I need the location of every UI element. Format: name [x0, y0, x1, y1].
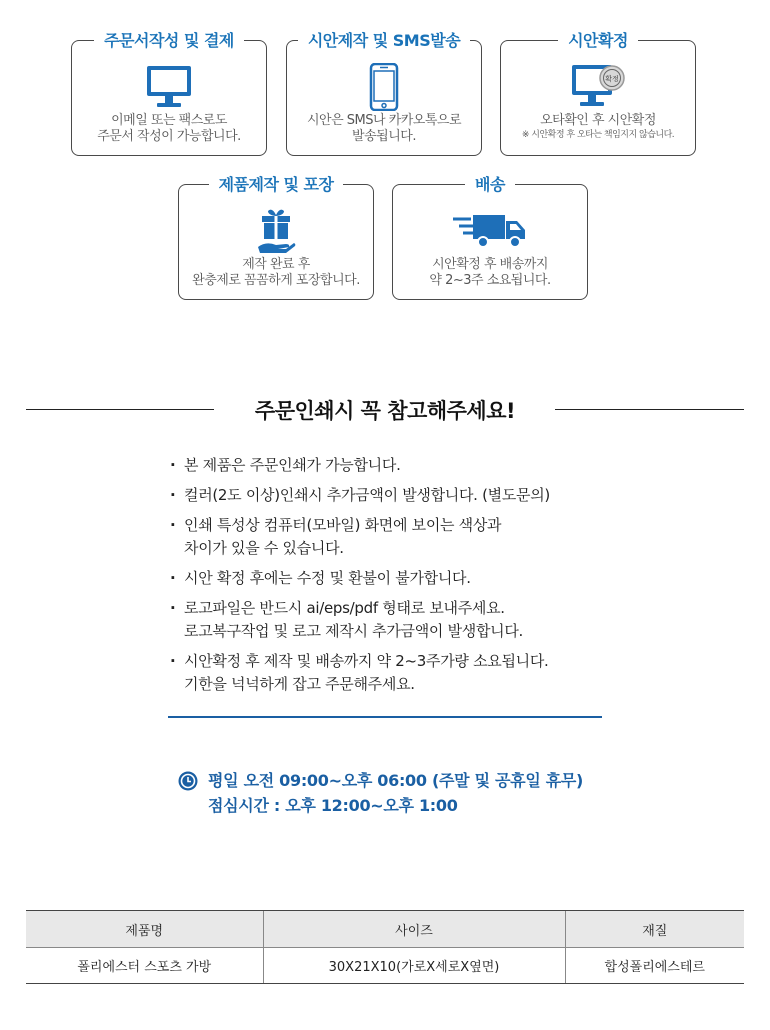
divider-right [555, 409, 744, 410]
step-title: 제품제작 및 포장 [179, 172, 373, 195]
step-card-packing [178, 175, 374, 300]
notice-item: · 로고파일은 반드시 ai/eps/pdf 형태로 보내주세요. 로고복구작업 및 로고 제작시 추가금액이 발생합니다. [168, 597, 638, 643]
notice-item: · 본 제품은 주문인쇄가 가능합니다. [168, 454, 638, 477]
column-header: 재질 [565, 911, 744, 948]
notice-item: · 시안 확정 후에는 수정 및 환불이 불가합니다. [168, 567, 638, 590]
notice-list [168, 454, 638, 703]
step-card-draft [286, 31, 482, 156]
gift-hand-icon [179, 207, 373, 255]
lunch-hours: 점심시간 : 오후 12:00~오후 1:00 [208, 796, 458, 815]
step-card-delivery [392, 175, 588, 300]
step-description: 제작 완료 후 완충제로 꼼꼼하게 포장합니다. [192, 257, 360, 288]
svg-text:확정: 확정 [605, 75, 619, 83]
table-row [26, 948, 744, 984]
monitor-icon [72, 63, 266, 111]
table-header-row [26, 911, 744, 948]
notice-item: · 인쇄 특성상 컴퓨터(모바일) 화면에 보이는 색상과 차이가 있을 수 있습니다. [168, 514, 638, 560]
step-title: 시안확정 [501, 28, 695, 51]
notice-title: 주문인쇄시 꼭 참고해주세요! [254, 399, 516, 423]
delivery-truck-icon [393, 207, 587, 255]
monitor-check-icon [501, 63, 695, 111]
table-cell: 합성폴리에스테르 [565, 948, 744, 984]
step-description: 시안확정 후 배송까지 약 2~3주 소요됩니다. [429, 257, 551, 288]
step-description [505, 113, 691, 142]
column-header: 사이즈 [263, 911, 565, 948]
step-title: 주문서작성 및 결제 [72, 28, 266, 51]
table-cell: 30X21X10(가로X세로X옆면) [263, 948, 565, 984]
weekday-hours: 평일 오전 09:00~오후 06:00 (주말 및 공휴일 휴무) [208, 771, 584, 790]
step-card-confirm [500, 31, 696, 156]
column-header: 제품명 [26, 911, 263, 948]
step-note: ※ 시안확정 후 오타는 책임지지 않습니다. [521, 130, 675, 140]
section-divider [168, 716, 602, 718]
step-description: 시안은 SMS나 카카오톡으로 발송됩니다. [306, 113, 462, 144]
confirm-stamp-icon [600, 66, 624, 90]
step-title: 시안제작 및 SMS발송 [287, 28, 481, 51]
notice-item: · 시안확정 후 제작 및 배송까지 약 2~3주가량 소요됩니다. 기한을 넉넉하게 잡고 주문해주세요. [168, 650, 638, 696]
step-card-order [71, 31, 267, 156]
step-description: 이메일 또는 팩스로도 주문서 작성이 가능합니다. [97, 113, 241, 144]
clock-icon [178, 771, 198, 791]
step-description-text: 오타확인 후 시안확정 [540, 113, 656, 128]
step-title: 배송 [393, 172, 587, 195]
notice-item: · 컬러(2도 이상)인쇄시 추가금액이 발생합니다. (별도문의) [168, 484, 638, 507]
smartphone-icon [287, 63, 481, 111]
business-hours [178, 768, 583, 818]
table-cell: 폴리에스터 스포츠 가방 [26, 948, 263, 984]
product-spec-table [26, 910, 744, 984]
